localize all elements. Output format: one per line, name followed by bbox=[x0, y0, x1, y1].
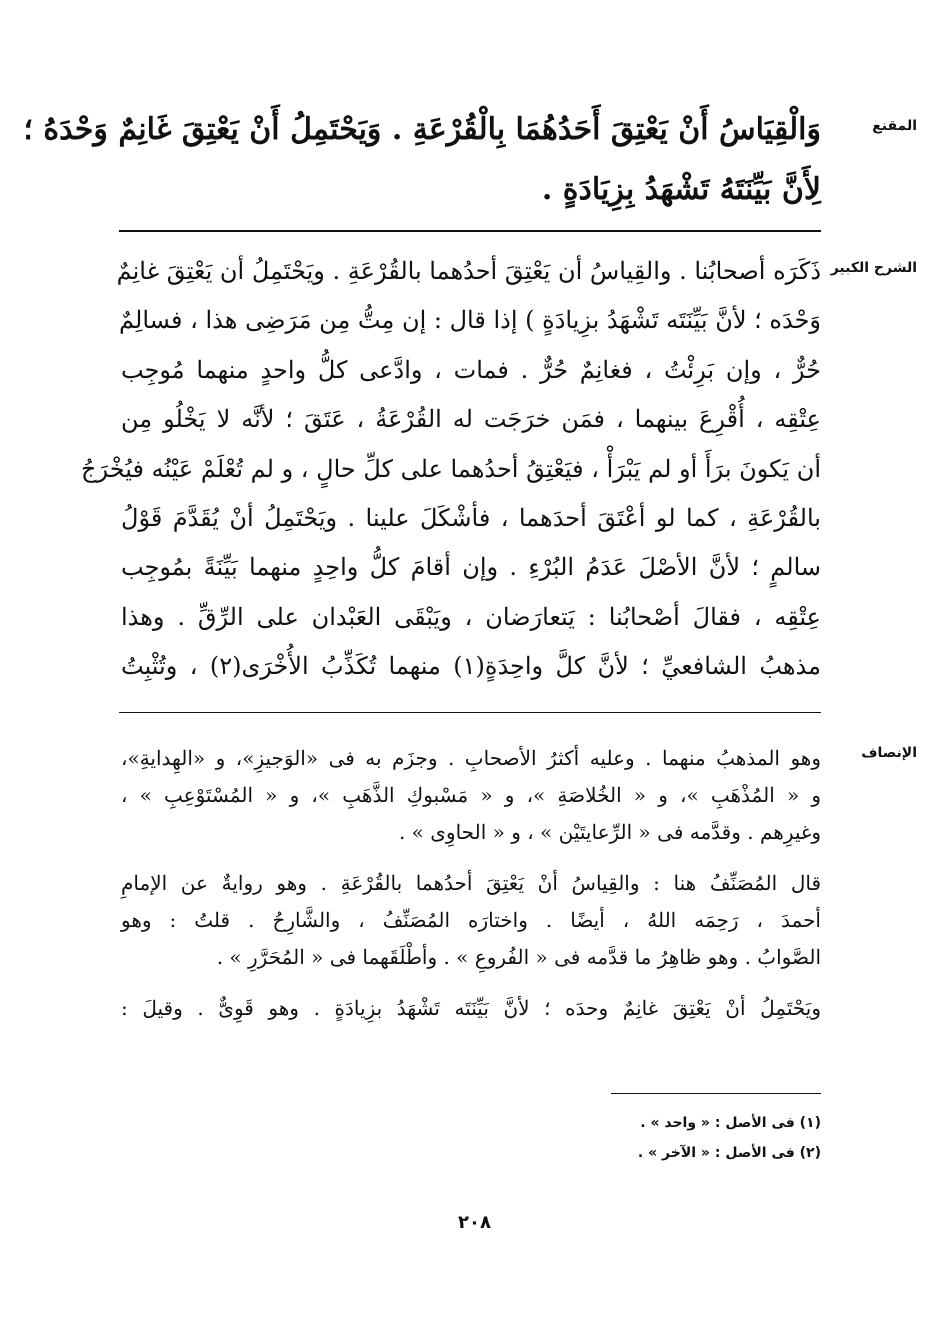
sharh-line: أن يَكونَ برَأَ أو لم يَبْرَأْ ، فيَعْتِقُ أحدُهما على كلِّ حالٍ ، و لم تُعْلَمْ عَيْنُه فيُخْرَجُ bbox=[80, 454, 821, 483]
sharh-text bbox=[80, 247, 821, 692]
footnote: (١) فى الأصل : « واحد » . bbox=[640, 1115, 821, 1131]
muqni-line: لِأَنَّ بَيِّنَتَهُ تَشْهَدُ بِزِيَادَةٍ . bbox=[541, 172, 821, 207]
section-label-sharh: الشرح الكبير bbox=[830, 260, 917, 276]
muqni-text bbox=[23, 100, 821, 220]
sharh-line: ذَكَرَه أصحابُنا . والقِياسُ أن يَعْتِقَ أحدُهما بالقُرْعَةِ . ويَحْتَمِلُ أن يَعْتِقَ غانِمٌ bbox=[116, 257, 821, 285]
insaf-line: وهو المذهبُ منهما . وعليه أكثرُ الأصحابِ . وجزَم به فى «الوَجيزِ»، و «الهِدايةِ»، bbox=[121, 746, 821, 770]
muqni-line: وَالْقِيَاسُ أَنْ يَعْتِقَ أَحَدُهُمَا بِالْقُرْعَةِ . وَيَحْتَمِلُ أَنْ يَعْتِقَ غَانِمٌ وَحْدَهُ ؛ bbox=[23, 112, 821, 147]
insaf-line: قال المُصَنِّفُ هنا : والقِياسُ أنْ يَعْتِقَ أحدُهما بالقُرْعَةِ . وهو روايةٌ عن الإمامِ bbox=[121, 871, 822, 895]
insaf-line: الصَّوابُ . وهو ظاهِرُ ما قدَّمه فى « الفُروعِ » . وأطْلَقَهما فى « المُحَرَّرِ » . bbox=[216, 945, 821, 969]
section-divider bbox=[119, 230, 821, 232]
footnote-divider bbox=[611, 1093, 821, 1094]
section-label-muqni: المقنع bbox=[872, 118, 917, 134]
sharh-line: وَحْدَه ؛ لأنَّ بَيِّنَتَه تَشْهَدُ بزِيادَةٍ ) إذا قال : إن مِتُّ مِن مَرَضِى هذا ، فسالِمٌ bbox=[119, 306, 821, 335]
insaf-line: و « المُذْهَبِ »، و « الخُلاصَةِ »، و « مَسْبوكِ الذَّهَبِ »، و « المُسْتَوْعِبِ » ، bbox=[121, 783, 821, 807]
sharh-line: سالمٍ ؛ لأنَّ الأصْلَ عَدَمُ البُرْءِ . وإن أقامَ كلُّ واحِدٍ منهما بَيِّنَةً بمُوجِب bbox=[121, 553, 821, 582]
section-label-insaf: الإنصاف bbox=[861, 745, 917, 761]
footnote: (٢) فى الأصل : « الآخر » . bbox=[637, 1145, 821, 1161]
insaf-line: وغيرِهم . وقدَّمه فى « الرِّعايتَيْن » ، و « الحاوِى » . bbox=[398, 820, 821, 844]
insaf-line: أحمدَ ، رَحِمَه اللهُ ، أيضًا . واختارَه المُصَنِّفُ ، والشَّارِحُ . قلتُ : وهو bbox=[121, 908, 821, 932]
page-number: ٢٠٨ bbox=[458, 1212, 491, 1233]
sharh-line: عِتْقِه ، فقالَ أصْحابُنا : يَتعارَضان ، ويَبْقَى العَبْدان على الرِّقِّ . وهذا bbox=[121, 602, 821, 631]
insaf-text bbox=[121, 740, 821, 1027]
sharh-line: عِتْقِه ، أُقْرِعَ بينهما ، فمَن خرَجَت له القُرْعَةُ ، عَتَقَ ؛ لأنَّه لا يَخْلُو مِن bbox=[121, 405, 821, 434]
sharh-line: حُرٌّ ، وإن بَرِئْتُ ، فغانِمٌ حُرٌّ . فمات ، وادَّعى كلُّ واحدٍ منهما مُوجِب bbox=[121, 355, 821, 384]
sharh-line: مذهبُ الشافعيِّ ؛ لأنَّ كلَّ واحِدَةٍ(١) منهما تُكَذِّبُ الأُخْرَى(٢) ، وتُثْبِتُ bbox=[121, 652, 821, 681]
insaf-line: ويَحْتَمِلُ أنْ يَعْتِقَ غانِمٌ وحدَه ؛ لأنَّ بَيِّنَتَه تَشْهَدُ بزِيادَةٍ . وهو قَوِىٌّ . وقيلَ : bbox=[121, 996, 821, 1020]
section-divider bbox=[119, 712, 821, 713]
sharh-line: بالقُرْعَةِ ، كما لو أعْتَقَ أحدَهما ، فأشْكَلَ علينا . ويَحْتَمِلُ أنْ يُقَدَّمَ قَوْلُ bbox=[121, 503, 821, 532]
footnotes bbox=[421, 1108, 821, 1168]
